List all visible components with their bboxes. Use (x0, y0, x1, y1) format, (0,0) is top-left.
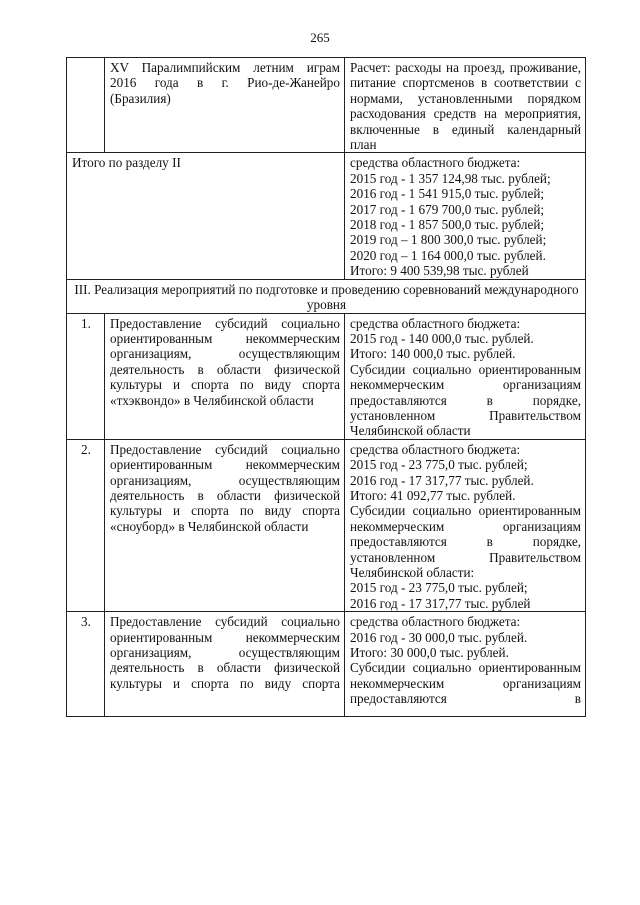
table-row-section2-total (67, 153, 586, 279)
budget-total-line: Итого: 9 400 539,98 тыс. рублей (350, 263, 529, 279)
budget-line: 2015 год - 23 775,0 тыс. рублей; (350, 457, 528, 473)
budget-line: 2016 год - 17 317,77 тыс. рублей (350, 595, 531, 611)
section-total-financing (345, 153, 586, 279)
budget-line: 2020 год – 1 164 000,0 тыс. рублей. (350, 247, 546, 263)
budget-line: 2016 год - 30 000,0 тыс. рублей. (350, 629, 528, 645)
financing-cell: Расчет: расходы на проезд, проживание, питание спортсменов в соответствии с нормами, установленными порядком расходования средств на мероприятия, включенные в единый календарный план (345, 58, 586, 153)
event-cell: XV Паралимпийским летним играм 2016 года в г. Рио-де-Жанейро (Бразилия) (105, 58, 345, 153)
table-row-item-3 (67, 612, 586, 717)
event-cell: Предоставление субсидий социально ориентированным некоммерческим организациям, осуществляющим деятельность в области физической культуры и спорта по виду спорта (105, 612, 345, 717)
financing-cell (345, 612, 586, 717)
budget-total-line: Итого: 140 000,0 тыс. рублей. (350, 346, 516, 362)
budget-line: 2019 год – 1 800 300,0 тыс. рублей; (350, 232, 547, 248)
section-heading: III. Реализация мероприятий по подготовке и проведению соревнований международного уровня (67, 279, 586, 313)
item-number: 3. (67, 612, 105, 717)
item-number: 2. (67, 439, 105, 611)
financing-cell (345, 439, 586, 611)
subsidy-note: Субсидии социально ориентированным некоммерческим организациям предоставляются в порядке, установленном Правительством Челябинской области (350, 361, 581, 439)
budget-line: средства областного бюджета: (350, 155, 521, 171)
budget-line: 2015 год - 140 000,0 тыс. рублей. (350, 330, 534, 346)
program-table (66, 57, 586, 717)
table-row-item-1 (67, 313, 586, 439)
budget-line: средства областного бюджета: (350, 441, 521, 457)
financing-cell (345, 313, 586, 439)
table-row-paralympic (67, 58, 586, 153)
item-number: 1. (67, 313, 105, 439)
budget-line: 2016 год - 1 541 915,0 тыс. рублей; (350, 186, 545, 202)
section-total-label: Итого по разделу II (67, 153, 345, 279)
number-cell (67, 58, 105, 153)
subsidy-note: Субсидии социально ориентированным некоммерческим организациям предоставляются в (350, 660, 581, 707)
table-row-section3-heading (67, 279, 586, 313)
budget-line: 2017 год - 1 679 700,0 тыс. рублей; (350, 201, 545, 217)
budget-line: средства областного бюджета: (350, 614, 521, 630)
event-cell: Предоставление субсидий социально ориентированным некоммерческим организациям, осуществляющим деятельность в области физической культуры и спорта по виду спорта «сноуборд» в Челябинской области (105, 439, 345, 611)
budget-total-line: Итого: 30 000,0 тыс. рублей. (350, 645, 509, 661)
budget-line: 2015 год - 23 775,0 тыс. рублей; (350, 580, 528, 596)
subsidy-note: Субсидии социально ориентированным некоммерческим организациям предоставляются в порядке, установленном Правительством Челябинской области: (350, 503, 581, 580)
table-row-item-2 (67, 439, 586, 611)
page-number: 265 (310, 30, 330, 45)
budget-line: 2015 год - 1 357 124,98 тыс. рублей; (350, 170, 551, 186)
budget-line: 2018 год - 1 857 500,0 тыс. рублей; (350, 217, 545, 233)
budget-line: средства областного бюджета: (350, 315, 521, 331)
budget-total-line: Итого: 41 092,77 тыс. рублей. (350, 487, 516, 503)
budget-line: 2016 год - 17 317,77 тыс. рублей. (350, 472, 534, 488)
event-cell: Предоставление субсидий социально ориентированным некоммерческим организациям, осуществляющим деятельность в области физической культуры и спорта по виду спорта «тхэквондо» в Челябинской области (105, 313, 345, 439)
